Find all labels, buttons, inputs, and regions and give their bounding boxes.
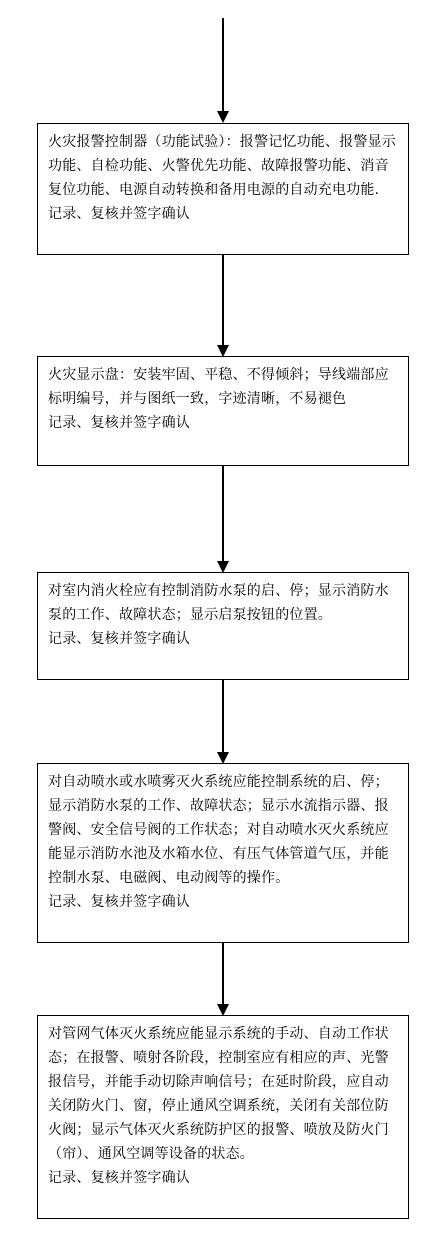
step-record: 记录、复核并签字确认 (48, 1170, 190, 1186)
step-record: 记录、复核并签字确认 (48, 631, 190, 647)
step-text: 对室内消火栓应有控制消防水泵的启、停；显示消防水泵的工作、故障状态；显示启泵按钮的位置。 (48, 583, 389, 623)
connector-line-1 (222, 255, 224, 347)
step-text: 火灾报警控制器（功能试验）：报警记忆功能、报警显示功能、自检功能、火警优先功能、故障报警功能、消音复位功能、电源自动转换和备用电源的自动充电功能. (48, 134, 396, 198)
step-box-controller (37, 123, 409, 255)
step-text: 火灾显示盘：安装牢固、平稳、不得倾斜；导线端部应标明编号，并与图纸一致，字迹清晰，不易褪色 (48, 367, 389, 407)
connector-line-top (222, 18, 224, 113)
step-box-gas-extinguishing (37, 1015, 409, 1219)
step-text: 对管网气体灭火系统应能显示系统的手动、自动工作状态；在报警、喷射各阶段，控制室应有相应的声、光警报信号，并能手动切除声响信号；在延时阶段，应自动关闭防火门、窗，停止通风空调系统，关闭有关部位防火阀；显示气体灭火系统防护区的报警、喷放及防火门（帘）、通风空调等设备的状态。 (48, 1026, 389, 1162)
step-box-display-panel (37, 356, 409, 466)
step-record: 记录、复核并签字确认 (48, 415, 190, 431)
step-box-hydrant (37, 572, 409, 680)
step-box-sprinkler (37, 763, 409, 943)
step-text: 对自动喷水或水喷雾灭火系统应能控制系统的启、停；显示消防水泵的工作、故障状态；显示水流指示器、报警阀、安全信号阀的工作状态；对自动喷水灭火系统应能显示消防水池及水箱水位、有压气体管道气压，并能控制水泵、电磁阀、电动阀等的操作。 (48, 774, 389, 886)
arrow-head-top (217, 111, 229, 123)
connector-line-4 (222, 943, 224, 1006)
connector-line-3 (222, 680, 224, 754)
step-record: 记录、复核并签字确认 (48, 206, 190, 222)
connector-line-2 (222, 466, 224, 563)
step-record: 记录、复核并签字确认 (48, 894, 190, 910)
